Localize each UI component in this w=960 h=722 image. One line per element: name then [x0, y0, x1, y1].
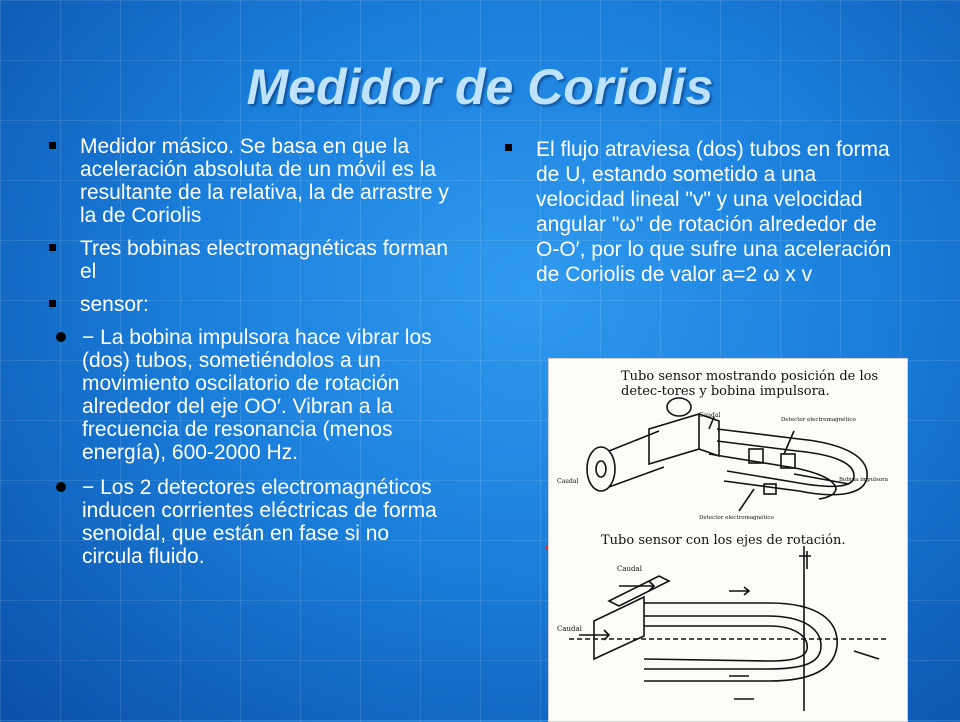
bullet-marker	[49, 300, 56, 307]
sub-bullet-item	[0, 326, 452, 464]
bullet-marker	[49, 142, 56, 149]
bullet-text: Tres bobinas electromagnéticas forman el	[80, 237, 449, 283]
coriolis-figure	[548, 358, 908, 722]
label-caudal-in: Caudal	[617, 565, 642, 573]
slide-title: Medidor de Coriolis	[246, 59, 714, 115]
bullet-text: sensor:	[80, 293, 149, 316]
bullet-text: Medidor másico. Se basa en que la aceleración absoluta de un móvil es la resultante de la relativa, la de arrastre y la de Coriolis	[80, 135, 449, 227]
sub-bullet-text: − La bobina impulsora hace vibrar los (dos) tubos, sometiéndolos a un movimiento oscilatorio de rotación alrededor del eje OO′. Vibran a la frecuencia de resonancia (menos energía), 600-2000 Hz.	[82, 326, 432, 464]
label-caudal-top: Caudal	[699, 412, 721, 419]
bullet-item	[40, 135, 460, 227]
right-column	[496, 137, 896, 297]
sub-bullet-item	[0, 476, 452, 568]
label-bobina: Bobina impulsora	[839, 477, 889, 483]
bullet-text: El flujo atraviesa (dos) tubos en forma de U, estando sometido a una velocidad lineal "v" y una velocidad angular "ω" de rotación alrededor de O-O′, por lo que sufre una aceleración de Coriolis de valor a=2 ω x v	[536, 138, 892, 286]
left-column	[40, 135, 460, 580]
figure-caption-bottom: Tubo sensor con los ejes de rotación.	[601, 533, 846, 548]
bullet-item	[40, 237, 460, 283]
bullet-item	[496, 137, 896, 287]
bullet-item	[40, 293, 460, 316]
bullet-marker	[49, 244, 56, 251]
sensor-diagram-top	[549, 359, 907, 529]
label-caudal-out: Caudal	[557, 625, 582, 633]
bullet-marker	[505, 144, 512, 151]
sub-bullet-dot	[56, 332, 66, 342]
label-detector-top: Detector electromagnético	[781, 417, 856, 423]
figure-caption-top: Tubo sensor mostrando posición de los detec-tores y bobina impulsora.	[621, 369, 879, 399]
sensor-diagram-bottom	[549, 541, 907, 721]
label-detector-bottom: Detector electromagnético	[699, 515, 774, 521]
sub-bullet-text: − Los 2 detectores electromagnéticos inducen corrientes eléctricas de forma senoidal, que están en fase si no circula fluido.	[82, 476, 437, 568]
sub-bullet-dot	[56, 482, 66, 492]
label-caudal-left: Caudal	[557, 478, 579, 485]
